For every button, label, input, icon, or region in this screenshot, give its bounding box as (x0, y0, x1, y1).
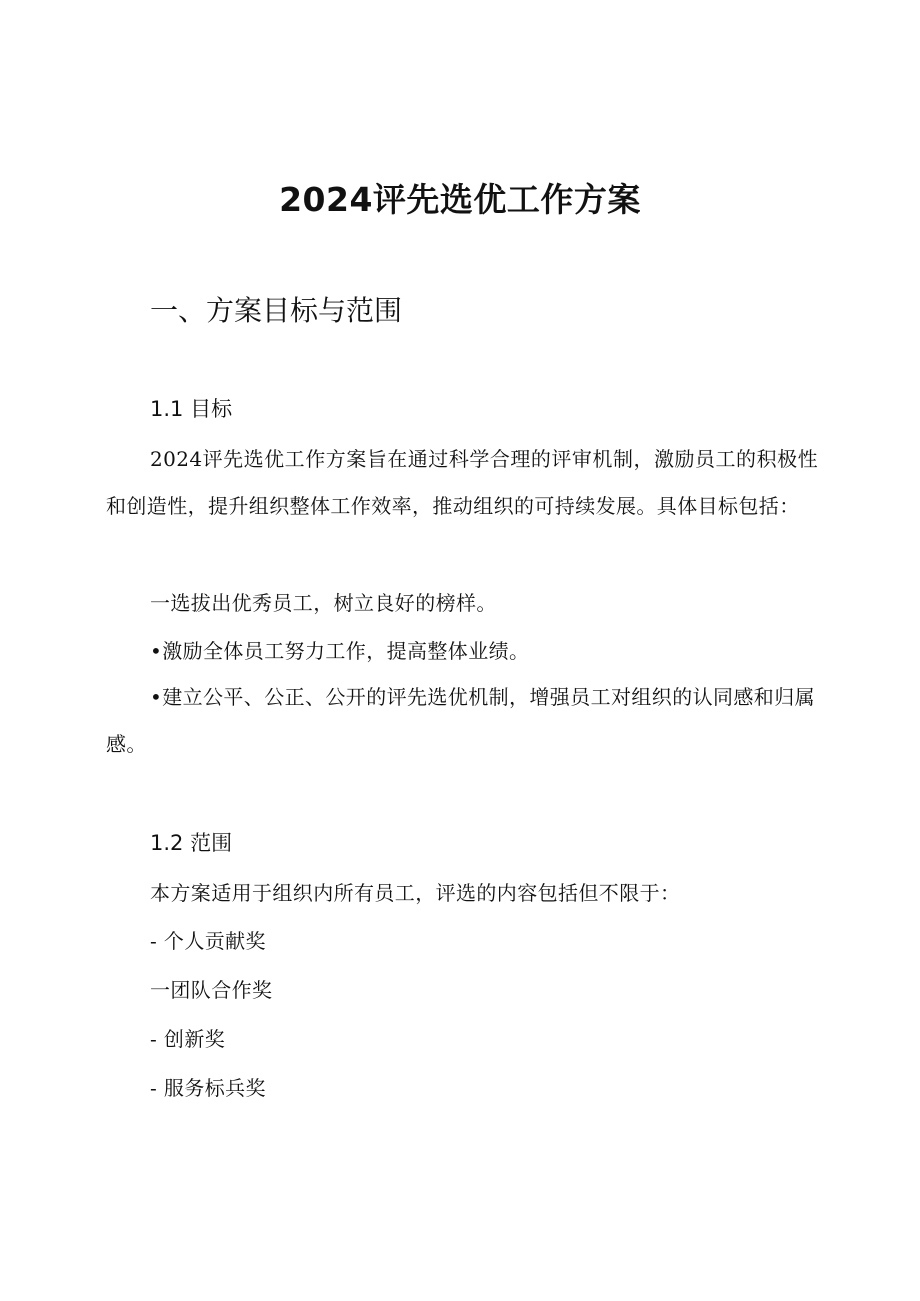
scope-item-1: - 个人贡献奖 (150, 929, 266, 953)
scope-item-4: - 服务标兵奖 (150, 1076, 266, 1100)
scope-item-3: - 创新奖 (150, 1027, 226, 1051)
section-heading-1: 一、方案目标与范围 (150, 294, 403, 327)
subsection-heading-scope: 1.2 范围 (150, 831, 233, 855)
goal-item-3: •建立公平、公正、公开的评先选优机制，增强员工对组织的认同感和归属感。 (106, 685, 815, 756)
goal-item-1: 一选拔出优秀员工，树立良好的榜样。 (150, 591, 497, 615)
scope-item-2: 一团队合作奖 (150, 978, 273, 1002)
goals-intro-paragraph: 2024评先选优工作方案旨在通过科学合理的评审机制，激励员工的积极性和创造性，提升组织整体工作效率，推动组织的可持续发展。具体目标包括： (106, 447, 818, 518)
subsection-heading-goals: 1.1 目标 (150, 397, 233, 421)
goal-item-2: •激励全体员工努力工作，提高整体业绩。 (150, 639, 530, 663)
document-title: 2024评先选优工作方案 (279, 180, 641, 219)
scope-intro: 本方案适用于组织内所有员工，评选的内容包括但不限于： (150, 881, 681, 905)
